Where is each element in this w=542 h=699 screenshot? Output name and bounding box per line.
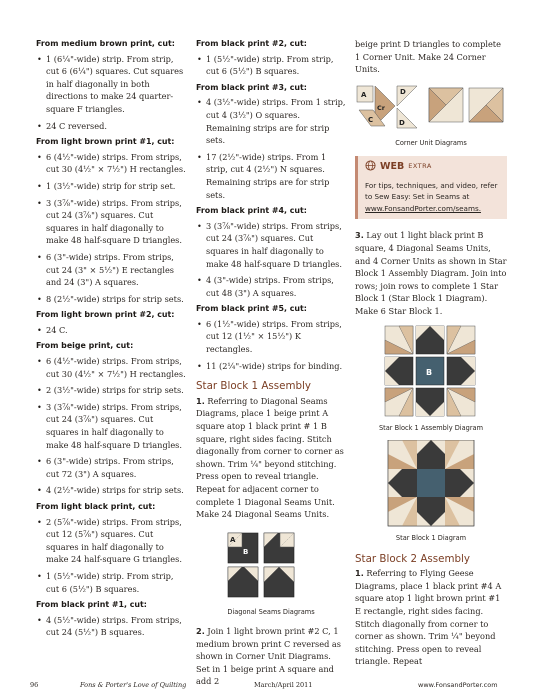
cut-list <box>36 355 186 497</box>
web-extra-box <box>355 156 507 219</box>
section-header: From light brown print #1, cut: <box>36 137 175 147</box>
cut-item: • 4 (3"-wide) strips. From strips, cut 48 (3") A squares. <box>196 274 346 299</box>
corner-label-d2: D <box>399 118 405 127</box>
corner-unit-caption: Corner Unit Diagrams <box>395 139 467 148</box>
cut-item: • 6 (3"-wide) strips. From strips, cut 24 (3" × 5½") E rectangles and 24 (3") A squares. <box>36 251 186 289</box>
star-block-2-assembly-heading: Star Block 2 Assembly <box>355 552 470 565</box>
section-header: From black print #2, cut: <box>196 39 307 48</box>
diagonal-seams-diagram <box>196 527 346 601</box>
instructions-column-3 <box>355 38 507 674</box>
cut-item: • 3 (3⅞"-wide) strips. From strips, cut 24 (3⅞") squares. Cut squares in half diagonally to make 48 half-square D triangles. <box>36 197 186 247</box>
corner-label-a: A <box>361 90 367 99</box>
step-1 <box>196 395 346 521</box>
globe-icon <box>365 160 376 175</box>
step-text: Join 1 light brown print #2 C, 1 medium brown print C reversed as shown in Corner Unit Diagrams. Set in 1 beige print A square and add 2 <box>196 625 342 687</box>
step-number: 3. <box>355 230 364 241</box>
cut-item: • 2 (3½"-wide) strips for strip sets. <box>36 384 186 397</box>
section-header: From light black print, cut: <box>36 502 156 511</box>
cut-list <box>36 151 186 306</box>
step-3 <box>355 229 507 317</box>
cutting-column-1 <box>36 38 186 643</box>
section-header: From black print #4, cut: <box>196 206 307 216</box>
cut-list <box>196 96 346 201</box>
section-header: From light brown print #2, cut: <box>36 310 175 320</box>
cut-item: • 1 (3½"-wide) strip for strip set. <box>36 180 186 193</box>
step-text: Lay out 1 light black print B square, 4 Diagonal Seams Units, and 4 Corner Units as shown in Star Block 1 Assembly Diagram. Join into rows; join rows to complete 1 Star Block 1 (Star Block 1 Diagram). Make 6 Star Block 1. <box>355 230 507 316</box>
section-header: From black print #5, cut: <box>196 304 307 314</box>
star-block-assembly-diagram <box>355 324 507 420</box>
step-number: 1. <box>355 568 364 579</box>
cut-list <box>36 614 186 639</box>
label-b: B <box>243 547 249 556</box>
cut-item: • 6 (3"-wide) strips. From strips, cut 72 (3") A squares. <box>36 455 186 480</box>
cut-item: • 17 (2½"-wide) strips. From 1 strip, cut 4 (2½") N squares. Remaining strips are for strip sets. <box>196 151 346 201</box>
star-block-assembly-caption: Star Block 1 Assembly Diagram <box>378 423 484 432</box>
section-header: From medium brown print, cut: <box>36 39 175 48</box>
magazine-title: Fons & Porter's Love of Quilting <box>80 681 187 689</box>
corner-label-c: C <box>368 115 374 124</box>
extra-label: EXTRA <box>408 162 432 171</box>
page-number: 96 <box>30 681 39 689</box>
step-2 <box>196 625 346 688</box>
step-text: Referring to Flying Geese Diagrams, place 1 black print #4 A square atop 1 light brown print #1 E rectangle, right sides facing. Stitch diagonally from corner to corner as shown. Trim ¼" beyond stitching. Press open to reveal triangle. Repeat <box>355 568 502 667</box>
issue-date: March/April 2011 <box>254 681 313 689</box>
cut-item: • 1 (5½"-wide) strip. From strip, cut 6 (5½") B squares. <box>36 570 186 595</box>
cut-list <box>36 516 186 596</box>
cut-item: • 24 C reversed. <box>36 120 186 133</box>
step-4 <box>355 567 507 668</box>
cut-item: • 6 (1½"-wide) strips. From strips, cut 12 (1½" × 15½") K rectangles. <box>196 318 346 356</box>
cut-list <box>196 53 346 78</box>
cut-list <box>36 53 186 133</box>
web-link[interactable]: www.FonsandPorter.com/seams. <box>365 203 481 213</box>
web-label: WEB <box>380 161 405 173</box>
cut-item: • 6 (4½"-wide) strips. From strips, cut 30 (4½" × 7½") H rectangles. <box>36 151 186 176</box>
cut-item: • 1 (5½"-wide) strip. From strip, cut 6 (5½") B squares. <box>196 53 346 78</box>
cutting-column-2 <box>196 38 346 694</box>
cut-item: • 8 (2½"-wide) strips for strip sets. <box>36 293 186 306</box>
step-number: 1. <box>196 395 205 406</box>
web-text: For tips, techniques, and video, refer to Sew Easy: Set in Seams at <box>365 180 498 202</box>
star-block-1-assembly-heading: Star Block 1 Assembly <box>196 380 311 393</box>
section-header: From beige print, cut: <box>36 341 134 351</box>
cut-item: • 1 (6¼"-wide) strip. From strip, cut 6 (6¼") squares. Cut squares in half diagonally in both directions to make 24 quarter-square F triangles. <box>36 53 186 116</box>
cut-item: • 11 (2¼"-wide) strips for binding. <box>196 360 346 373</box>
cut-list <box>36 324 186 337</box>
step-number: 2. <box>196 625 205 636</box>
cut-item: • 4 (3½"-wide) strips. From 1 strip, cut 4 (3½") O squares. Remaining strips are for strip sets. <box>196 96 346 146</box>
cut-item: • 6 (4½"-wide) strips. From strips, cut 30 (4½" × 7½") H rectangles. <box>36 355 186 380</box>
cut-item: • 24 C. <box>36 324 186 337</box>
step-text: Referring to Diagonal Seams Diagrams, place 1 beige print A square atop 1 black print # 1 B square, right sides facing. Stitch diagonally from corner to corner as shown. Trim ¼" beyond stitching. Press open to reveal triangle. Repeat for adjacent corner to complete 1 Diagonal Seams Unit. Make 24 Diagonal Seams Units. <box>196 395 344 520</box>
star-block-1-diagram <box>355 440 507 530</box>
cut-item: • 3 (3⅞"-wide) strips. From strips, cut 24 (3⅞") squares. Cut squares in half diagonally to make 48 half-square D triangles. <box>36 401 186 451</box>
corner-label-cr: Cr <box>377 103 385 112</box>
section-header: From black print #1, cut: <box>36 600 147 610</box>
cut-item: • 3 (3⅞"-wide) strips. From strips, cut 24 (3⅞") squares. Cut squares in half diagonally to make 48 half-square D triangles. <box>196 220 346 270</box>
cut-item: • 2 (5⅞"-wide) strips. From strips, cut 12 (5⅞") squares. Cut squares in half diagonally to make 24 half-square G triangles. <box>36 516 186 566</box>
cut-item: • 4 (2½"-wide) strips for strip sets. <box>36 484 186 497</box>
star-block-1-caption: Star Block 1 Diagram <box>395 534 467 543</box>
assembly-label-b: B <box>426 367 433 377</box>
cut-list <box>196 318 346 372</box>
cut-item: • 4 (5½"-wide) strips. From strips, cut 24 (5½") B squares. <box>36 614 186 639</box>
label-a: A <box>230 535 236 544</box>
corner-unit-diagram <box>355 82 507 132</box>
corner-label-d: D <box>400 87 406 96</box>
section-header: From black print #3, cut: <box>196 82 307 92</box>
footer-url[interactable]: www.FonsandPorter.com <box>418 681 498 689</box>
corner-unit-intro: beige print D triangles to complete 1 Corner Unit. Make 24 Corner Units. <box>355 39 501 75</box>
cut-list <box>196 220 346 300</box>
diagonal-seams-caption: Diagonal Seams Diagrams <box>227 608 315 617</box>
